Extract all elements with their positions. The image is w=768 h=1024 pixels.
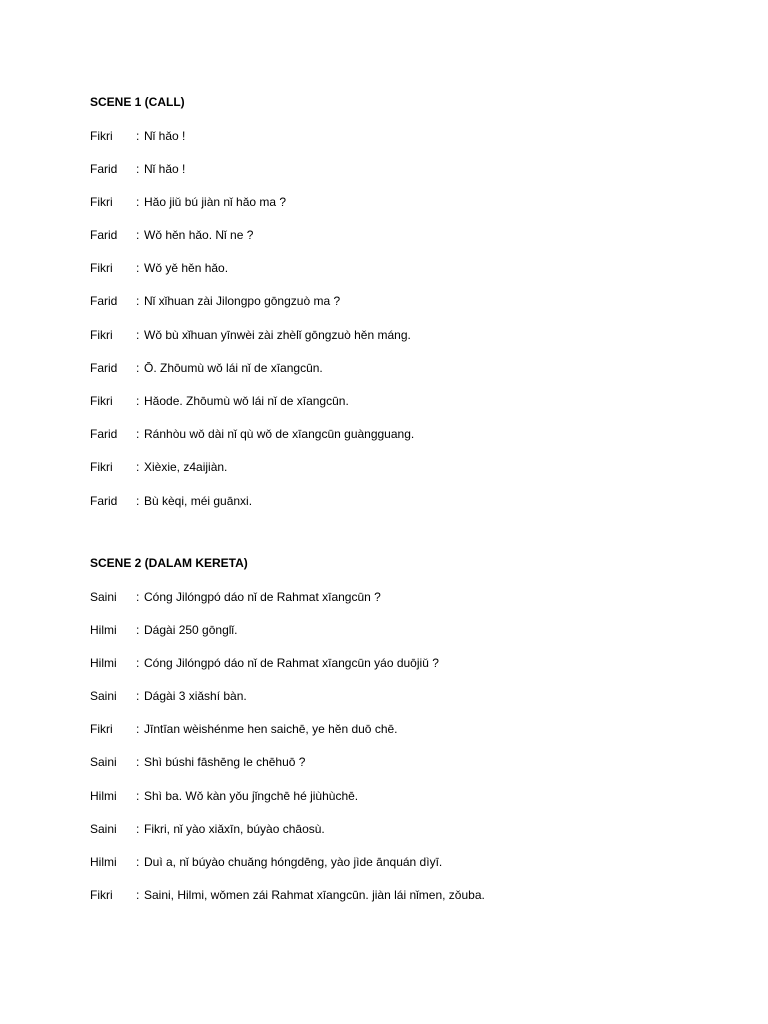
dialogue-text: Wǒ yě hěn hǎo. — [144, 261, 229, 276]
dialogue-line — [90, 193, 414, 211]
speaker-name: Hilmi — [90, 855, 117, 869]
speaker-name: Fikri — [90, 261, 113, 276]
dialogue-text: Shì búshi fāshēng le chēhuō ? — [144, 755, 306, 770]
dialogue-line — [90, 492, 414, 510]
dialogue-line — [90, 787, 485, 805]
colon-separator: : — [136, 194, 140, 209]
speaker-name: Saini — [90, 689, 117, 704]
dialogue-text: Wǒ hěn hǎo. Nǐ ne ? — [144, 228, 254, 243]
colon-separator: : — [136, 888, 140, 903]
speaker-name: Farid — [90, 360, 118, 375]
dialogue-text: Xièxie, z4aijiàn. — [144, 460, 228, 475]
dialogue-line — [90, 392, 414, 410]
dialogue-text: Bù kèqi, méi guānxi. — [144, 493, 253, 508]
colon-separator: : — [136, 228, 140, 243]
dialogue-line — [90, 654, 485, 672]
dialogue-text: Jīntīan wèishénme hen saichē, ye hěn duō chē. — [144, 722, 398, 737]
dialogue-line — [90, 720, 485, 738]
dialogue-line — [90, 226, 414, 244]
dialogue-line — [90, 820, 485, 838]
speaker-name: Farid — [90, 427, 118, 442]
dialogue-text: Cóng Jilóngpó dáo nǐ de Rahmat xīangcūn ? — [144, 589, 381, 604]
speaker-name: Saini — [90, 755, 117, 770]
dialogue-text: Ō. Zhōumù wǒ lái nǐ de xīangcūn. — [144, 360, 323, 375]
speaker-name: Fikri — [90, 128, 113, 143]
speaker-name: Fikri — [90, 460, 113, 475]
colon-separator: : — [136, 788, 140, 803]
scene-heading: SCENE 2 (DALAM KERETA) — [90, 556, 248, 570]
speaker-name: Hilmi — [90, 622, 117, 637]
dialogue-line — [90, 259, 414, 277]
colon-separator: : — [136, 128, 140, 143]
dialogue-text: Duì a, nǐ búyào chuǎng hóngdēng, yào jìde ānquán dìyī. — [144, 855, 443, 869]
dialogue-line — [90, 425, 414, 443]
colon-separator: : — [136, 855, 140, 869]
speaker-name: Fikri — [90, 888, 113, 903]
dialogue-line — [90, 687, 485, 705]
dialogue-text: Nǐ hǎo ! — [144, 161, 186, 176]
colon-separator: : — [136, 327, 140, 342]
dialogue-text: Ránhòu wǒ dài nǐ qù wǒ de xīangcūn guàngguang. — [144, 427, 415, 442]
dialogue-text: Wǒ bù xǐhuan yīnwèi zài zhèlǐ gōngzuò hěn máng. — [144, 327, 411, 342]
dialogue-line — [90, 886, 485, 904]
speaker-name: Fikri — [90, 722, 113, 737]
speaker-name: Saini — [90, 821, 117, 836]
colon-separator: : — [136, 261, 140, 276]
dialogue-text: Hǎo jiǔ bú jiàn nǐ hǎo ma ? — [144, 194, 287, 209]
dialogue-line — [90, 127, 414, 145]
dialogue-line — [90, 621, 485, 639]
speaker-name: Fikri — [90, 394, 113, 408]
colon-separator: : — [136, 589, 140, 604]
speaker-name: Fikri — [90, 194, 113, 209]
dialogue-line — [90, 588, 485, 606]
speaker-name: Fikri — [90, 327, 113, 342]
dialogue-text: Dágài 250 gōnglǐ. — [144, 622, 238, 637]
speaker-name: Farid — [90, 228, 118, 243]
colon-separator: : — [136, 294, 140, 309]
colon-separator: : — [136, 394, 140, 408]
dialogue-line — [90, 753, 485, 771]
colon-separator: : — [136, 427, 140, 442]
dialogue-line — [90, 359, 414, 377]
colon-separator: : — [136, 493, 140, 508]
speaker-name: Hilmi — [90, 655, 117, 670]
dialogue-text: Saini, Hilmi, wǒmen zái Rahmat xīangcūn. jiàn lái nǐmen, zǒuba. — [144, 888, 485, 903]
dialogue-text: Cóng Jilóngpó dáo nǐ de Rahmat xīangcūn yáo duōjiǔ ? — [144, 655, 439, 670]
colon-separator: : — [136, 161, 140, 176]
dialogue-text: Hǎode. Zhōumù wǒ lái nǐ de xīangcūn. — [144, 394, 349, 408]
dialogue-line — [90, 458, 414, 476]
dialogue-text: Nǐ hǎo ! — [144, 128, 186, 143]
dialogue-line — [90, 853, 485, 871]
speaker-name: Farid — [90, 493, 118, 508]
scene-2 — [90, 554, 485, 919]
colon-separator: : — [136, 360, 140, 375]
colon-separator: : — [136, 722, 140, 737]
scene-heading: SCENE 1 (CALL) — [90, 95, 185, 109]
colon-separator: : — [136, 655, 140, 670]
speaker-name: Farid — [90, 294, 118, 309]
colon-separator: : — [136, 689, 140, 704]
scene-1 — [90, 93, 414, 525]
colon-separator: : — [136, 821, 140, 836]
colon-separator: : — [136, 460, 140, 475]
dialogue-line — [90, 326, 414, 344]
dialogue-text: Nǐ xǐhuan zài Jilongpo gōngzuò ma ? — [144, 294, 341, 309]
speaker-name: Saini — [90, 589, 117, 604]
dialogue-text: Fikri, nǐ yào xiǎxīn, búyào chāosù. — [144, 821, 325, 836]
colon-separator: : — [136, 755, 140, 770]
dialogue-text: Dágài 3 xiǎshí bàn. — [144, 689, 247, 704]
dialogue-line — [90, 160, 414, 178]
dialogue-line — [90, 292, 414, 310]
dialogue-text: Shì ba. Wǒ kàn yǒu jǐngchē hé jiùhùchē. — [144, 788, 359, 803]
speaker-name: Farid — [90, 161, 118, 176]
colon-separator: : — [136, 622, 140, 637]
speaker-name: Hilmi — [90, 788, 117, 803]
